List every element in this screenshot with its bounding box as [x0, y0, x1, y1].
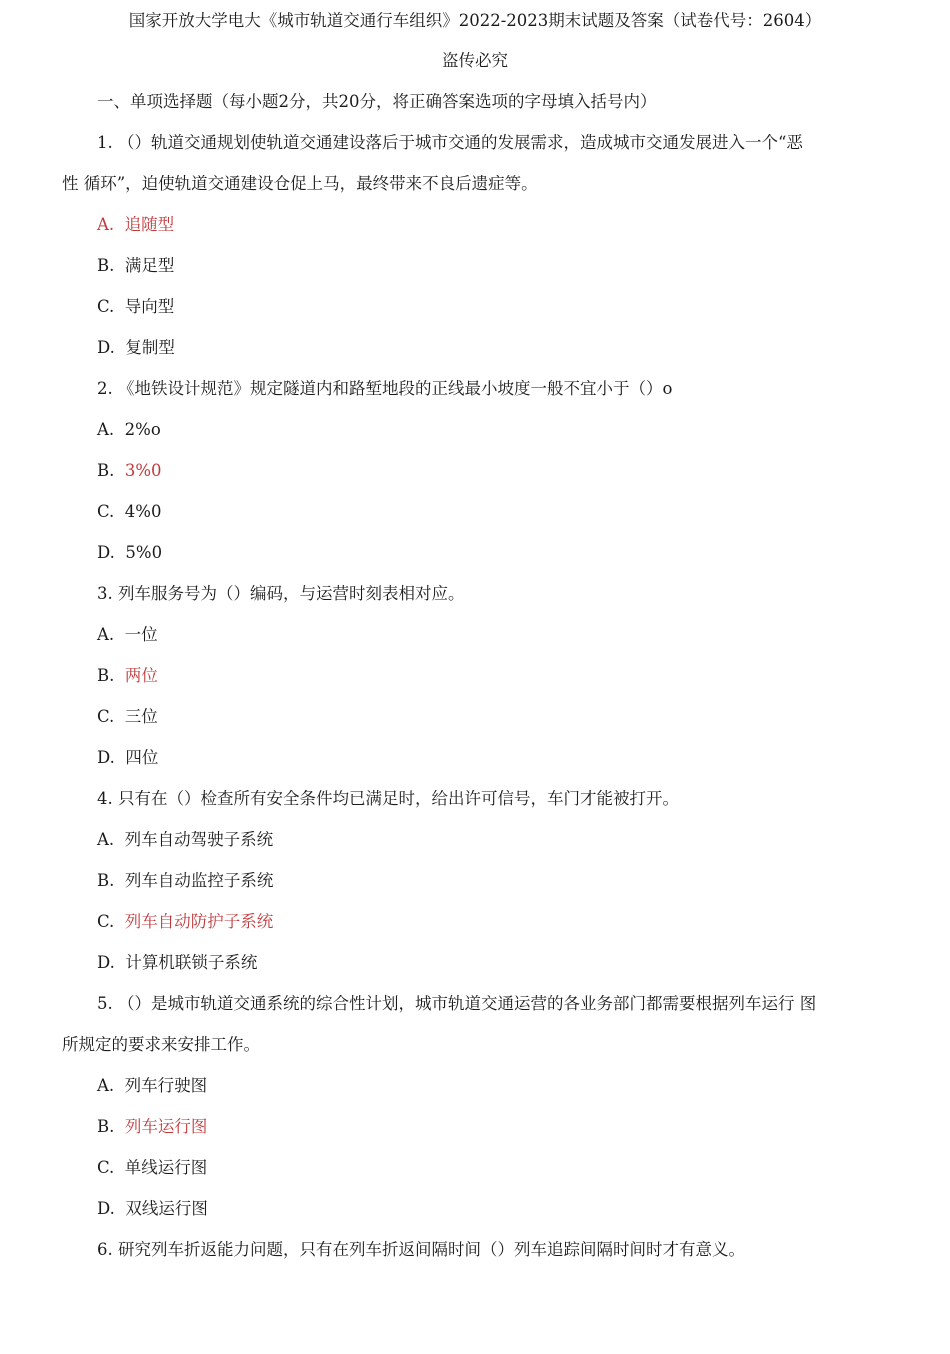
document-title: 国家开放大学电大《城市轨道交通行车组织》2022-2023期末试题及答案（试卷代号：2604） [128, 11, 822, 30]
question-5-text: 5. （）是城市轨道交通系统的综合性计划，城市轨道交通运营的各业务部门都需要根据列车运行 图 [97, 994, 817, 1013]
question-2-option-b: B. 3%0 [97, 461, 162, 480]
question-3-option-a: A. 一位 [97, 625, 158, 644]
question-1-text-cont: 性 循环”，迫使轨道交通建设仓促上马，最终带来不良后遗症等。 [62, 174, 538, 193]
question-1-text: 1. （）轨道交通规划使轨道交通建设落后于城市交通的发展需求，造成城市交通发展进入一个“恶 [97, 133, 803, 152]
question-3-text: 3. 列车服务号为（）编码，与运营时刻表相对应。 [97, 584, 465, 603]
question-5-text-cont: 所规定的要求来安排工作。 [62, 1035, 260, 1054]
copyright-notice: 盗传必究 [442, 51, 508, 70]
question-3-option-c: C. 三位 [97, 707, 158, 726]
question-3-option-d: D. 四位 [97, 748, 159, 767]
question-5-option-d: D. 双线运行图 [97, 1199, 208, 1218]
question-5-option-a: A. 列车行驶图 [97, 1076, 208, 1095]
section-heading: 一、单项选择题（每小题2分，共20分，将正确答案选项的字母填入括号内） [97, 92, 657, 111]
question-2-text: 2. 《地铁设计规范》规定隧道内和路堑地段的正线最小坡度一般不宜小于（）o [97, 379, 673, 398]
question-2-option-d: D. 5%0 [97, 543, 163, 562]
question-4-option-a: A. 列车自动驾驶子系统 [97, 830, 274, 849]
question-1-option-d: D. 复制型 [97, 338, 175, 357]
question-6-text: 6. 研究列车折返能力问题，只有在列车折返间隔时间（）列车追踪间隔时间时才有意义。 [97, 1240, 745, 1259]
question-1-option-a: A. 追随型 [97, 215, 175, 234]
question-1-option-b: B. 满足型 [97, 256, 175, 275]
question-5-option-c: C. 单线运行图 [97, 1158, 208, 1177]
question-4-option-b: B. 列车自动监控子系统 [97, 871, 274, 890]
question-2-option-c: C. 4%0 [97, 502, 162, 521]
question-2-option-a: A. 2%o [97, 420, 161, 439]
question-3-option-b: B. 两位 [97, 666, 158, 685]
question-4-option-d: D. 计算机联锁子系统 [97, 953, 258, 972]
question-4-text: 4. 只有在（）检查所有安全条件均已满足时，给出许可信号，车门才能被打开。 [97, 789, 679, 808]
question-1-option-c: C. 导向型 [97, 297, 175, 316]
question-4-option-c: C. 列车自动防护子系统 [97, 912, 274, 931]
question-5-option-b: B. 列车运行图 [97, 1117, 208, 1136]
